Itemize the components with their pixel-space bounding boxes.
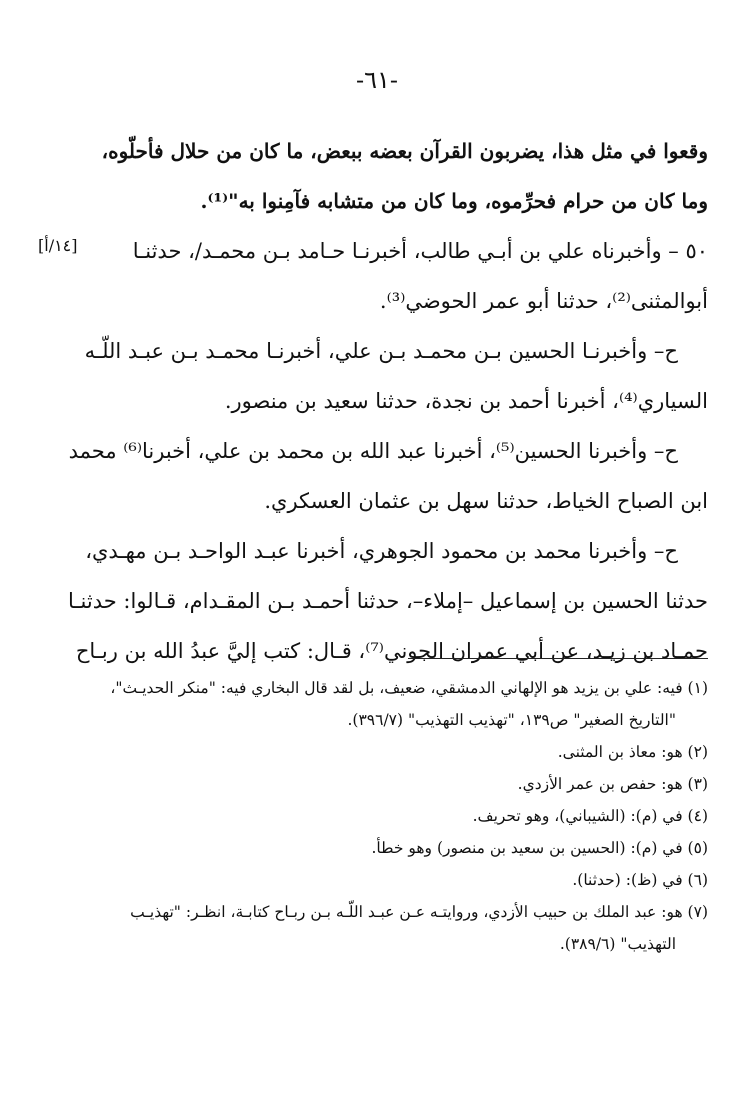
footnote-line: التهذيب" (٣٨٩/٦). — [559, 935, 676, 953]
folio-marker: [١٤/أ] — [38, 236, 78, 255]
footnote-line: (٤) في (م): (الشيباني)، وهو تحريف. — [472, 807, 708, 825]
main-line: السياري⁽⁴⁾، أخبرنا أحمد بن نجدة، حدثنا سعيد بن منصور. — [224, 389, 708, 413]
main-text — [68, 126, 708, 676]
footnote-3 — [80, 768, 708, 800]
main-line: وقعوا في مثل هذا، يضربون القرآن بعضه ببعض، ما كان من حلال فأحلّوه، — [101, 139, 708, 163]
main-line: حمـاد بن زيـد، عن أبي عمران الجوني⁽⁷⁾، قـال: كتب إليَّ عبدُ الله بن ربـاح — [75, 639, 708, 663]
footnote-separator — [408, 658, 708, 659]
main-line: وما كان من حرام فحرِّموه، وما كان من متشابه فآمِنوا به"⁽¹⁾. — [200, 189, 708, 213]
main-line: ح– وأخبرنا محمد بن محمود الجوهري، أخبرنا عبـد الواحـد بـن مهـدي، — [85, 539, 678, 563]
main-line: أبوالمثنى⁽²⁾، حدثنا أبو عمر الحوضي⁽³⁾. — [379, 289, 708, 313]
footnote-line: (٥) في (م): (الحسين بن سعيد بن منصور) وهو خطأ. — [371, 839, 708, 857]
footnote-line: "التاريخ الصغير" ص١٣٩، "تهذيب التهذيب" (٣٩٦/٧). — [347, 711, 676, 729]
page-number: -٦١- — [356, 66, 398, 94]
footnote-6 — [80, 864, 708, 896]
footnote-5 — [80, 832, 708, 864]
main-line: ح– وأخبرنا الحسين⁽⁵⁾، أخبرنا عبد الله بن محمد بن علي، أخبرنا⁽⁶⁾ محمد — [68, 439, 678, 463]
footnote-line: (١) فيه: علي بن يزيد هو الإلهاني الدمشقي، ضعيف، بل لقد قال البخاري فيه: "منكر الحديـث"، — [110, 679, 708, 697]
main-line: ٥٠ – وأخبرناه علي بن أبـي طالب، أخبرنـا حـامد بـن محمـد/، حدثنـا — [132, 239, 708, 263]
footnote-2 — [80, 736, 708, 768]
footnote-line: (٣) هو: حفص بن عمر الأزدي. — [517, 775, 708, 793]
footnote-7 — [80, 896, 708, 960]
main-line: ابن الصباح الخياط، حدثنا سهل بن عثمان العسكري. — [264, 489, 708, 513]
footnote-line: (٦) في (ظ): (حدثنا). — [572, 871, 708, 889]
footnote-line: (٢) هو: معاذ بن المثنى. — [557, 743, 708, 761]
main-line: ح– وأخبرنـا الحسين بـن محمـد بـن علي، أخبرنـا محمـد بـن عبـد اللّـه — [84, 339, 678, 363]
footnote-1 — [80, 672, 708, 736]
main-line: حدثنا الحسين بن إسماعيل –إملاء–، حدثنا أحمـد بـن المقـدام، قـالوا: حدثنـا — [68, 589, 708, 613]
footnotes — [80, 672, 708, 960]
footnote-4 — [80, 800, 708, 832]
footnote-line: (٧) هو: عبد الملك بن حبيب الأزدي، وروايتـه عـن عبـد اللّـه بـن ربـاح كتابـة، انظـر: "تهذيـب — [130, 903, 708, 921]
